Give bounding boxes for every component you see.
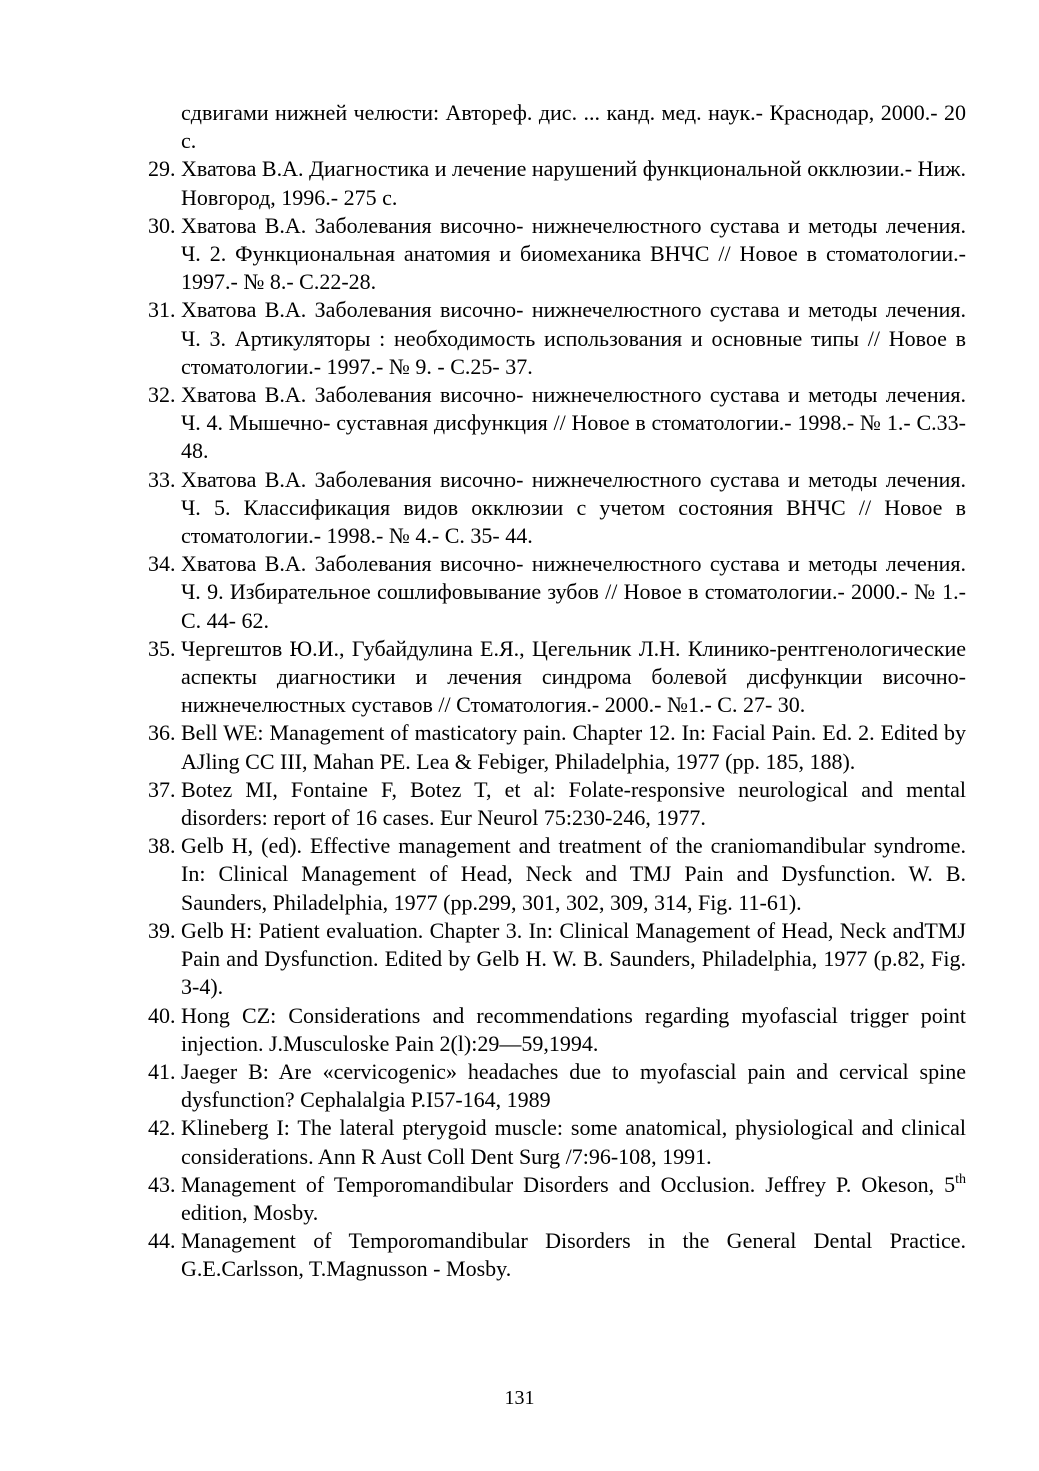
reference-text-part: edition, Mosby. xyxy=(181,1199,319,1225)
reference-list xyxy=(148,99,966,1284)
reference-text: Hong CZ: Considerations and recommendations regarding myofascial trigger point injection. J.Musculoske Pain 2(l):29—59,1994. xyxy=(181,1002,966,1056)
reference-item xyxy=(148,719,966,775)
reference-text xyxy=(181,1171,966,1227)
reference-text: Gelb H: Patient evaluation. Chapter 3. In: Clinical Management of Head, Neck andTMJ Pain and Dysfunction. Edited by Gelb H. W. B. Saunders, Philadelphia, 1977 (p.82, Fig. 3-4). xyxy=(181,917,966,1000)
reference-text: Klineberg I: The lateral pterygoid muscle: some anatomical, physiological and clinical considerations. Ann R Aust Coll Dent Surg /7:96-108, 1991. xyxy=(181,1115,966,1169)
reference-number: 32. xyxy=(148,382,176,408)
reference-item xyxy=(148,1114,966,1170)
reference-item xyxy=(148,381,966,466)
reference-item xyxy=(148,635,966,720)
reference-item xyxy=(148,155,966,211)
reference-text-part: Management of Temporomandibular Disorders and Occlusion. Jeffrey P. Okeson, 5 xyxy=(181,1171,956,1197)
reference-text: Gelb H, (ed). Effective management and treatment of the craniomandibular syndrome. In: Clinical Management of Head, Neck and TMJ Pain and Dysfunction. W. B. Saunders, Philadelphia, 1977 (pp.299, 301, 302, 309, 314, Fig. 11-61). xyxy=(181,833,966,915)
reference-text: Botez MI, Fontaine F, Botez T, et al: Folate-responsive neurological and mental disorders: report of 16 cases. Eur Neurol 75:230-246, 1977. xyxy=(181,776,966,831)
reference-number: 44. xyxy=(148,1228,176,1254)
reference-continuation: сдвигами нижней челюсти: Автореф. дис. ... канд. мед. наук.- Краснодар, 2000.- 20 с. xyxy=(181,100,966,154)
reference-number: 30. xyxy=(148,212,176,238)
reference-text: Хватова В.А. Заболевания височно- нижнечелюстного сустава и методы лечения. Ч. 9. Избирательное сошлифовывание зубов // Новое в стоматологии.- 2000.- № 1.- С. 44- 62. xyxy=(181,551,966,633)
reference-text: Bell WE: Management of masticatory pain. Chapter 12. In: Facial Pain. Ed. 2. Edited by AJling CC III, Mahan PE. Lea & Febiger, Philadelphia, 1977 (pp. 185, 188). xyxy=(181,720,966,774)
reference-number: 41. xyxy=(148,1058,176,1084)
reference-number: 40. xyxy=(148,1002,176,1028)
reference-item xyxy=(148,917,966,1002)
reference-text: Хватова В.А. Заболевания височно- нижнечелюстного сустава и методы лечения. Ч. 5. Классификация видов окклюзии с учетом состояния ВНЧС // Новое в стоматологии.- 1998.- № 4.- С. 35- 44. xyxy=(181,466,966,549)
reference-number: 38. xyxy=(148,833,176,859)
reference-number: 42. xyxy=(148,1115,176,1141)
reference-item xyxy=(148,1002,966,1058)
reference-number: 31. xyxy=(148,297,176,323)
reference-item xyxy=(148,466,966,551)
superscript: th xyxy=(955,1171,966,1187)
reference-text: Management of Temporomandibular Disorders in the General Dental Practice. G.E.Carlsson, T.Magnusson - Mosby. xyxy=(181,1228,966,1282)
reference-text: Хватова В.А. Диагностика и лечение нарушений функциональной окклюзии.- Ниж. Новгород, 1996.- 275 с. xyxy=(181,156,966,210)
reference-item xyxy=(148,832,966,917)
reference-number: 37. xyxy=(148,776,176,802)
reference-item xyxy=(148,1058,966,1114)
reference-number: 36. xyxy=(148,720,176,746)
reference-number: 35. xyxy=(148,635,176,661)
reference-item xyxy=(148,296,966,381)
reference-text: Чергештов Ю.И., Губайдулина Е.Я., Цегельник Л.Н. Клинико-рентгенологические аспекты диагностики и лечения синдрома болевой дисфункции височно- нижнечелюстных суставов // Стоматология.- 2000.- №1.- С. 27- 30. xyxy=(181,635,966,718)
reference-item xyxy=(148,1171,966,1227)
reference-number: 39. xyxy=(148,917,176,943)
reference-number: 29. xyxy=(148,156,176,182)
reference-number: 43. xyxy=(148,1171,176,1197)
reference-item xyxy=(148,776,966,832)
reference-text: Jaeger B: Are «cervicogenic» headaches due to myofascial pain and cervical spine dysfunction? Cephalalgia P.I57-164, 1989 xyxy=(181,1058,966,1113)
reference-item xyxy=(148,212,966,297)
reference-text: Хватова В.А. Заболевания височно- нижнечелюстного сустава и методы лечения. Ч. 2. Функциональная анатомия и биомеханика ВНЧС // Новое в стоматологии.- 1997.- № 8.- С.22-28. xyxy=(181,212,966,295)
reference-number: 34. xyxy=(148,551,176,577)
reference-item xyxy=(148,550,966,635)
reference-text: Хватова В.А. Заболевания височно- нижнечелюстного сустава и методы лечения. Ч. 4. Мышечно- суставная дисфункция // Новое в стоматологии.- 1998.- № 1.- С.33- 48. xyxy=(181,382,966,464)
reference-number: 33. xyxy=(148,466,176,492)
reference-item xyxy=(148,1227,966,1283)
reference-text: Хватова В.А. Заболевания височно- нижнечелюстного сустава и методы лечения. Ч. 3. Артикуляторы : необходимость использования и основные типы // Новое в стоматологии.- 1997.- № 9. - С.25- 37. xyxy=(181,297,966,379)
page-number: 131 xyxy=(504,1387,535,1409)
